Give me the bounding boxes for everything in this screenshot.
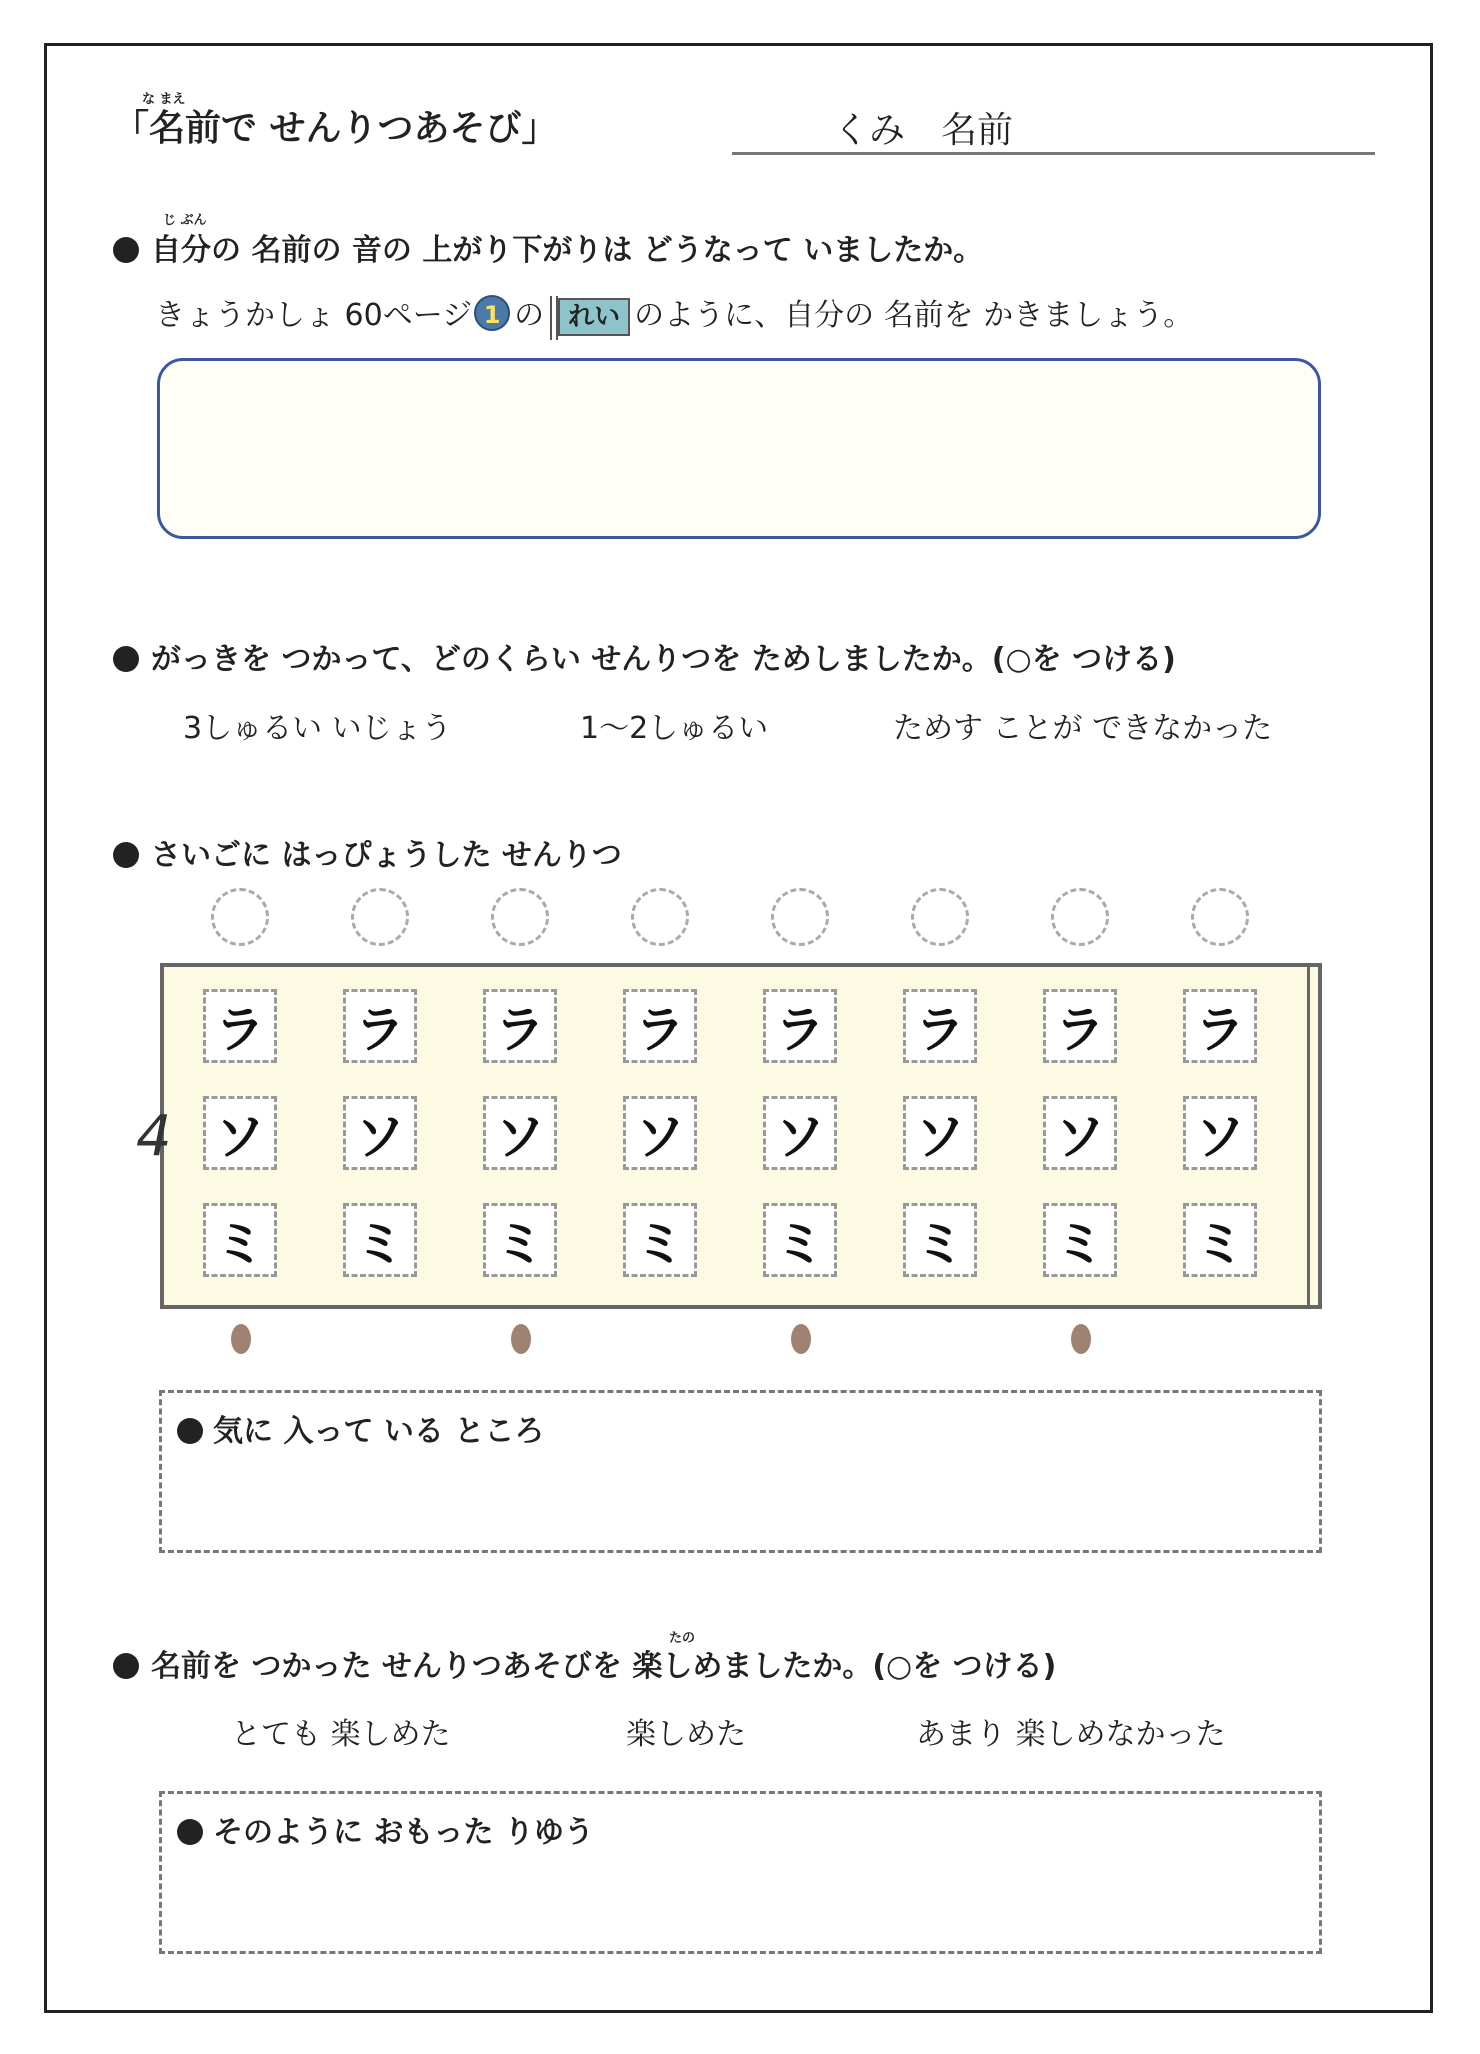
note-cell-so[interactable]: ソ bbox=[763, 1096, 837, 1170]
q1-instruction bbox=[155, 290, 1193, 336]
bullet-icon bbox=[113, 237, 139, 263]
note-cell-so[interactable]: ソ bbox=[623, 1096, 697, 1170]
note-cell-mi[interactable]: ミ bbox=[903, 1203, 977, 1277]
beat-mark-icon bbox=[1071, 1324, 1091, 1354]
note-cell-mi[interactable]: ミ bbox=[343, 1203, 417, 1277]
worksheet-title: 「名前で せんりつあそび」 bbox=[113, 108, 558, 149]
beat-mark-icon bbox=[231, 1324, 251, 1354]
end-barline bbox=[1307, 967, 1310, 1305]
note-cell-ra[interactable]: ラ bbox=[343, 989, 417, 1063]
question-2 bbox=[113, 634, 1176, 678]
note-cell-mi[interactable]: ミ bbox=[1043, 1203, 1117, 1277]
note-cell-ra[interactable]: ラ bbox=[1183, 989, 1257, 1063]
name-answer-box[interactable] bbox=[157, 358, 1321, 539]
favorite-part-text: 気に 入って いる ところ bbox=[213, 1414, 545, 1449]
lyric-circle[interactable] bbox=[491, 888, 549, 946]
beat-mark-icon bbox=[511, 1324, 531, 1354]
class-name-label: くみ 名前 bbox=[833, 110, 1014, 151]
note-cell-mi[interactable]: ミ bbox=[763, 1203, 837, 1277]
beat-mark-icon bbox=[791, 1324, 811, 1354]
note-cell-so[interactable]: ソ bbox=[343, 1096, 417, 1170]
bullet-icon bbox=[177, 1418, 203, 1444]
note-cell-mi[interactable]: ミ bbox=[483, 1203, 557, 1277]
favorite-part-label bbox=[177, 1406, 544, 1450]
title-ruby: な まえ bbox=[142, 92, 186, 107]
note-cell-mi[interactable]: ミ bbox=[203, 1203, 277, 1277]
question-4-text: 名前を つかった せんりつあそびを 楽しめましたか。(○を つける) bbox=[151, 1649, 1057, 1684]
q4-option-1[interactable]: とても 楽しめた bbox=[231, 1717, 451, 1752]
q4-ruby: たの bbox=[669, 1631, 696, 1646]
melody-grid bbox=[160, 963, 1322, 1309]
bullet-icon bbox=[113, 842, 139, 868]
note-cell-mi[interactable]: ミ bbox=[1183, 1203, 1257, 1277]
bullet-icon bbox=[177, 1819, 203, 1845]
question-3 bbox=[113, 830, 622, 874]
note-cell-ra[interactable]: ラ bbox=[1043, 989, 1117, 1063]
question-4 bbox=[113, 1641, 1056, 1685]
lyric-circle[interactable] bbox=[631, 888, 689, 946]
reason-label bbox=[177, 1807, 594, 1851]
q2-option-3[interactable]: ためす ことが できなかった bbox=[893, 711, 1273, 746]
note-cell-mi[interactable]: ミ bbox=[623, 1203, 697, 1277]
question-1-text: 自分の 名前の 音の 上がり下がりは どうなって いましたか。 bbox=[151, 233, 984, 268]
name-write-line[interactable] bbox=[732, 152, 1375, 155]
note-cell-so[interactable]: ソ bbox=[203, 1096, 277, 1170]
q4-option-3[interactable]: あまり 楽しめなかった bbox=[916, 1717, 1226, 1752]
q1-ruby: じ ぶん bbox=[163, 213, 207, 228]
lyric-circle[interactable] bbox=[351, 888, 409, 946]
note-cell-ra[interactable]: ラ bbox=[903, 989, 977, 1063]
bullet-icon bbox=[113, 646, 139, 672]
note-cell-ra[interactable]: ラ bbox=[483, 989, 557, 1063]
q4-option-2[interactable]: 楽しめた bbox=[626, 1717, 746, 1752]
lyric-circle[interactable] bbox=[211, 888, 269, 946]
reason-text: そのように おもった りゆう bbox=[213, 1815, 594, 1850]
note-cell-so[interactable]: ソ bbox=[903, 1096, 977, 1170]
question-3-text: さいごに はっぴょうした せんりつ bbox=[151, 838, 622, 873]
note-cell-so[interactable]: ソ bbox=[1183, 1096, 1257, 1170]
q1-instruction-after: のように、自分の 名前を かきましょう。 bbox=[634, 298, 1194, 333]
note-cell-ra[interactable]: ラ bbox=[203, 989, 277, 1063]
lyric-circle[interactable] bbox=[911, 888, 969, 946]
note-cell-so[interactable]: ソ bbox=[1043, 1096, 1117, 1170]
note-cell-ra[interactable]: ラ bbox=[763, 989, 837, 1063]
question-2-text: がっきを つかって、どのくらい せんりつを ためしましたか。(○を つける) bbox=[151, 642, 1176, 677]
time-signature: 4 bbox=[136, 1104, 172, 1169]
bullet-icon bbox=[113, 1653, 139, 1679]
lyric-circle[interactable] bbox=[1051, 888, 1109, 946]
q2-option-1[interactable]: 3しゅるい いじょう bbox=[183, 711, 452, 746]
note-cell-so[interactable]: ソ bbox=[483, 1096, 557, 1170]
q1-instruction-mid: の bbox=[514, 298, 545, 333]
number-badge-icon: 1 bbox=[474, 295, 510, 331]
question-1 bbox=[113, 225, 983, 269]
note-cell-ra[interactable]: ラ bbox=[623, 989, 697, 1063]
q1-instruction-before: きょうかしょ 60ページ bbox=[155, 298, 473, 333]
lyric-circle[interactable] bbox=[1191, 888, 1249, 946]
q2-option-2[interactable]: 1～2しゅるい bbox=[580, 711, 769, 746]
example-tag: れい bbox=[558, 298, 630, 336]
lyric-circle[interactable] bbox=[771, 888, 829, 946]
